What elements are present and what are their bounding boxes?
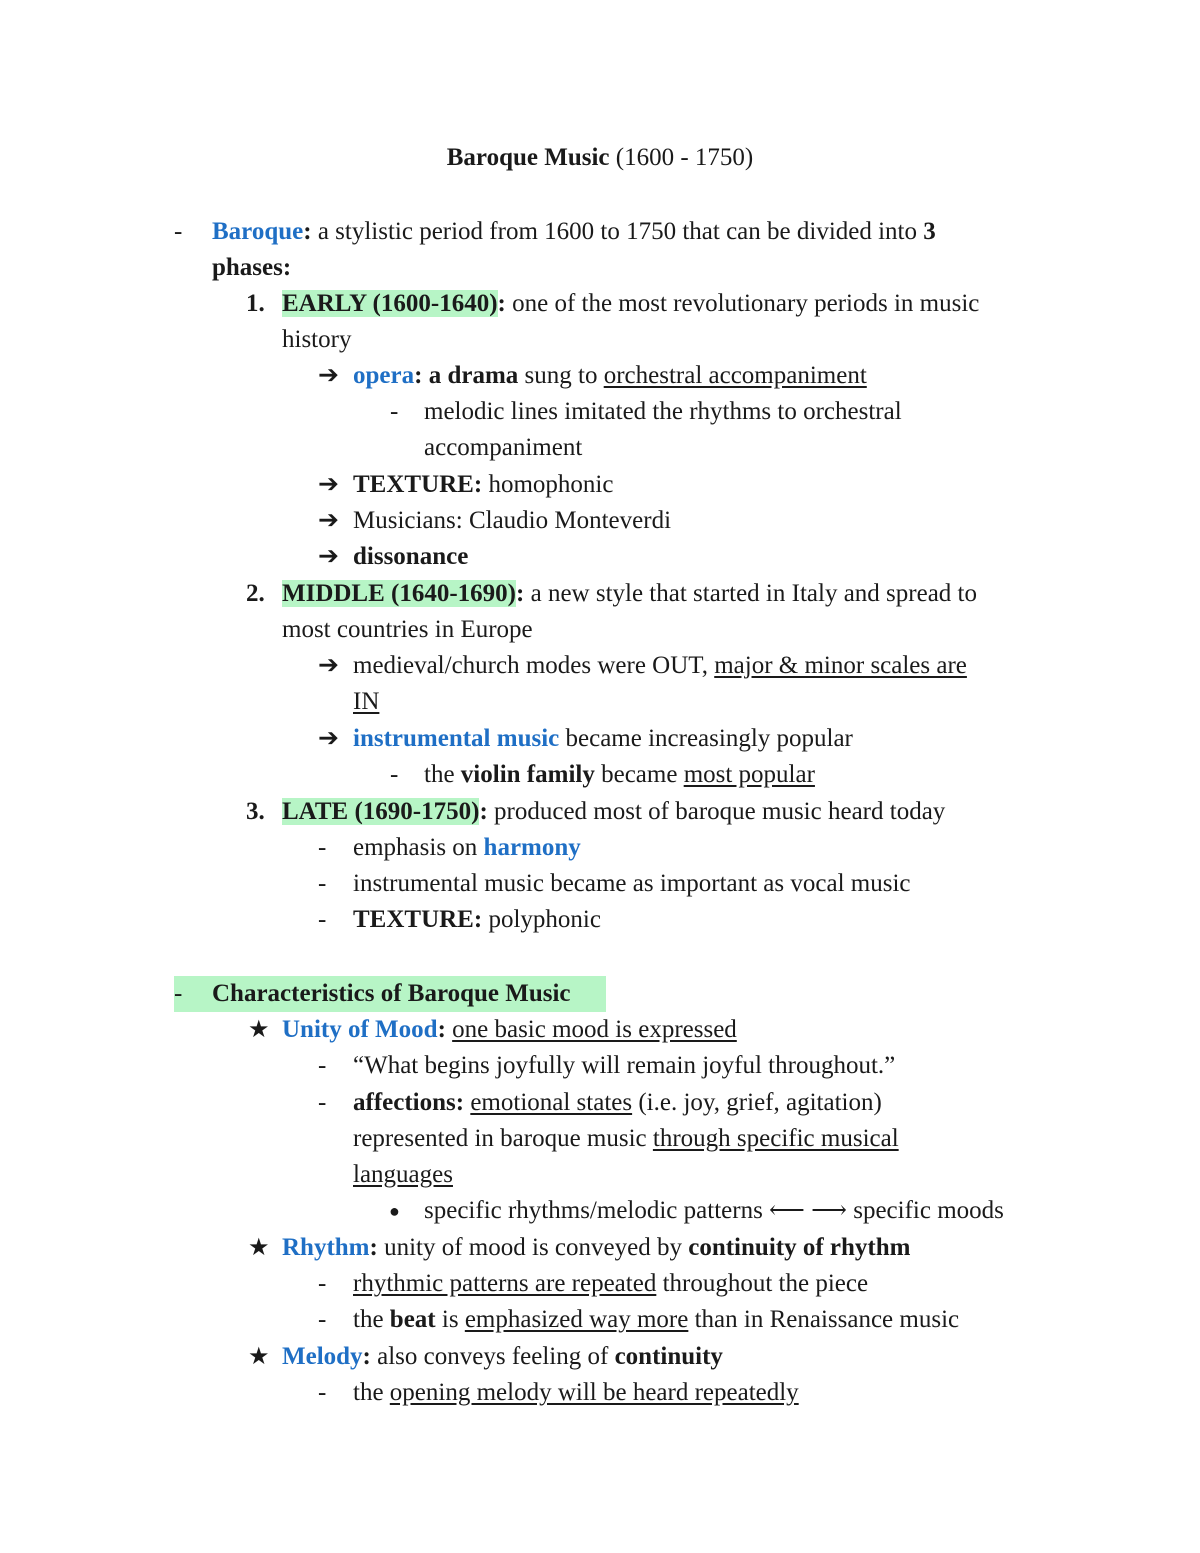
title-bold: Baroque Music [446,144,610,171]
instrumental-rest: became increasingly popular [559,725,853,752]
dash-bullet: - [390,761,399,788]
term-rhythm: Rhythm [282,1234,370,1261]
affections-label: affections: [353,1089,465,1116]
rhythm-sub1-underlined: rhythmic patterns are repeated [353,1270,657,1297]
dash-bullet: - [318,1379,327,1406]
harmony-plain: emphasis on [353,834,484,861]
opera-underlined: orchestral accompaniment [603,362,867,389]
dash-bullet: - [174,218,183,245]
unity-line [282,1012,737,1048]
violin-a: the [424,761,461,788]
dash-bullet: - [318,870,327,897]
colon: : [414,362,423,389]
colon: : [303,218,312,245]
patterns-line: specific rhythms/melodic patterns ⟵ ⟶ specific moods [424,1197,1004,1224]
phase-count: 3 [923,218,936,245]
unity-underlined: one basic mood is expressed [452,1016,737,1043]
violin-b: became [594,761,684,788]
texture-value: polyphonic [482,906,601,933]
affections-underlined: emotional states [470,1089,633,1116]
rhythm-sub1-rest: throughout the piece [656,1270,869,1297]
melody-mid: also conveys feeling of [370,1343,615,1370]
modes-plain: medieval/church modes were OUT, [353,652,715,679]
star-icon: ★ [248,1344,270,1370]
early-label: EARLY (1600-1640) [282,290,498,317]
rhythm-sub2-underlined: emphasized way more [464,1306,689,1333]
rhythm-sub-1 [353,1266,868,1302]
violin-bold: violin family [460,761,595,788]
term-harmony: harmony [483,834,581,861]
dash-bullet: - [318,834,327,861]
texture-value: homophonic [482,471,614,498]
dash-bullet: - [174,980,183,1007]
texture-label: TEXTURE: [353,906,483,933]
opera-bold: a drama [422,362,519,389]
early-texture [353,467,613,503]
rhythm-mid: unity of mood is conveyed by [377,1234,689,1261]
modes-line [353,648,967,684]
middle-label: MIDDLE (1640-1690) [282,580,517,607]
colon: : [497,290,506,317]
early-heading [282,286,979,322]
list-number: 2. [246,580,265,607]
star-icon: ★ [248,1235,270,1261]
colon: : [516,580,525,607]
late-vocal: instrumental music became as important as vocal music [353,870,911,897]
affections-rest: (i.e. joy, grief, agitation) [632,1089,882,1116]
affections-line-2 [353,1121,899,1157]
texture-label: TEXTURE: [353,471,483,498]
term-melody: Melody [282,1343,363,1370]
rhythm-sub-2 [353,1302,959,1338]
arrow-bullet: ➔ [318,543,339,570]
middle-heading [282,576,977,612]
arrow-bullet: ➔ [318,725,339,752]
rhythm-bold: continuity of rhythm [688,1234,911,1261]
quote-line: “What begins joyfully will remain joyful throughout.” [353,1052,896,1079]
bullet-icon: ● [389,1201,400,1221]
early-dissonance: dissonance [353,543,469,570]
early-musicians: Musicians: Claudio Monteverdi [353,507,672,534]
opera-sub-1: melodic lines imitated the rhythms to orchestral [424,398,902,425]
colon: : [437,1016,446,1043]
early-desc: one of the most revolutionary periods in music [505,290,980,317]
term-baroque: Baroque [212,218,304,245]
dash-bullet: - [318,906,327,933]
arrow-bullet: ➔ [318,362,339,389]
term-opera: opera [353,362,415,389]
dash-bullet: - [318,1089,327,1116]
late-desc: produced most of baroque music heard today [487,798,946,825]
title-dates: (1600 - 1750) [609,144,754,171]
arrow-bullet: ➔ [318,507,339,534]
middle-desc-2: most countries in Europe [282,616,533,643]
late-heading [282,794,945,830]
late-texture [353,902,601,938]
intro-line-2 [212,250,291,286]
list-number: 3. [246,798,265,825]
rhythm-sub2-b: is [435,1306,465,1333]
opera-line [353,358,867,394]
late-label: LATE (1690-1750) [282,798,480,825]
dash-bullet: - [390,398,399,425]
melody-sub [353,1375,799,1411]
melody-sub-underlined: opening melody will be heard repeatedly [389,1379,799,1406]
phases-label: phases: [212,254,292,281]
early-desc-2: history [282,326,352,353]
rhythm-sub2-c: than in Renaissance music [688,1306,960,1333]
colon: : [479,798,488,825]
intro-line [212,214,936,250]
modes-underlined-2: IN [353,688,380,715]
characteristics-heading: Characteristics of Baroque Music [212,980,571,1007]
instrumental-line [353,721,853,757]
dash-bullet: - [318,1270,327,1297]
opera-sub-2: accompaniment [424,434,583,461]
violin-underlined: most popular [683,761,815,788]
list-number: 1. [246,290,265,317]
term-instrumental-music: instrumental music [353,725,560,752]
violin-line [424,757,815,793]
arrow-bullet: ➔ [318,471,339,498]
middle-desc: a new style that started in Italy and spread to [524,580,977,607]
harmony-line [353,830,581,866]
colon: : [362,1343,371,1370]
affections-underlined-3: languages [353,1161,453,1188]
page-title [0,140,1200,176]
melody-sub-a: the [353,1379,390,1406]
intro-definition: a stylistic period from 1600 to 1750 that can be divided into [311,218,924,245]
arrow-bullet: ➔ [318,652,339,679]
affections-underlined-2: through specific musical [652,1125,899,1152]
rhythm-line [282,1230,910,1266]
term-unity-of-mood: Unity of Mood [282,1016,438,1043]
opera-mid: sung to [518,362,604,389]
rhythm-sub2-bold: beat [389,1306,436,1333]
modes-underlined: major & minor scales are [714,652,967,679]
star-icon: ★ [248,1017,270,1043]
affections-line-3 [353,1157,453,1193]
melody-bold: continuity [614,1343,723,1370]
dash-bullet: - [318,1052,327,1079]
melody-line [282,1339,723,1375]
rhythm-sub2-a: the [353,1306,390,1333]
dash-bullet: - [318,1306,327,1333]
modes-line-2 [353,684,379,720]
colon: : [369,1234,378,1261]
affections-line [353,1085,882,1121]
affections-line2-plain: represented in baroque music [353,1125,653,1152]
